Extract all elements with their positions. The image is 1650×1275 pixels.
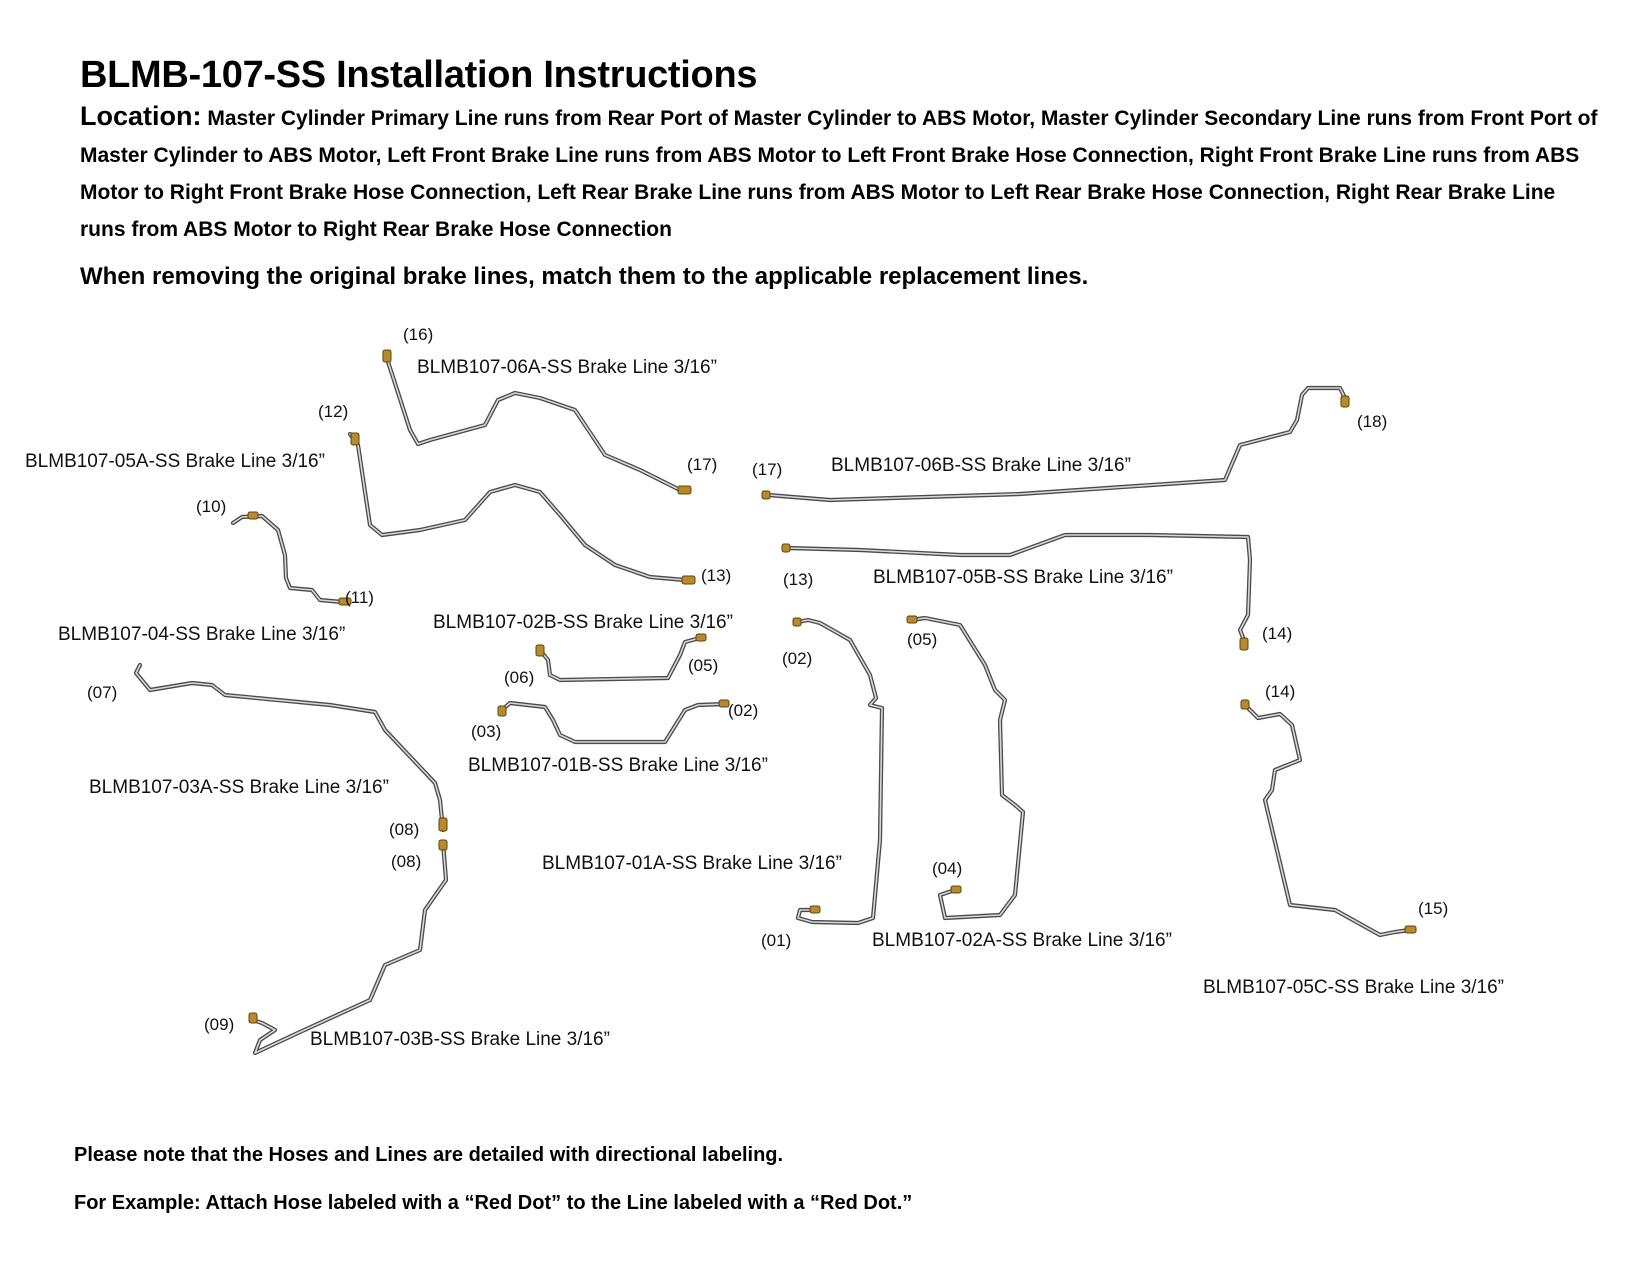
part-label-06A: BLMB107-06A-SS Brake Line 3/16” [417, 357, 717, 378]
port-label-02b: (02) [782, 649, 813, 668]
part-label-06B: BLMB107-06B-SS Brake Line 3/16” [831, 455, 1131, 476]
port-label-12: (12) [318, 402, 349, 421]
port-label-18: (18) [1357, 412, 1388, 431]
matching-instruction: When removing the original brake lines, match them to the applicable replacement lines. [80, 263, 1089, 290]
part-label-03B: BLMB107-03B-SS Brake Line 3/16” [310, 1029, 610, 1050]
brake-line-05B [782, 535, 1250, 650]
brake-line-05A [350, 433, 695, 584]
part-label-02A: BLMB107-02A-SS Brake Line 3/16” [872, 930, 1172, 951]
port-label-11: (11) [345, 588, 374, 607]
brake-line-05C [1241, 700, 1416, 935]
port-label-17b: (17) [752, 460, 783, 479]
brake-line-03B [249, 840, 447, 1053]
red-dot-example-note: For Example: Attach Hose labeled with a “Red Dot” to the Line labeled with a “Red Dot.” [74, 1192, 913, 1214]
part-label-05B: BLMB107-05B-SS Brake Line 3/16” [873, 567, 1173, 588]
port-label-14b: (14) [1265, 682, 1296, 701]
port-label-08a: (08) [389, 820, 420, 839]
brake-line-06B [762, 388, 1349, 500]
part-label-05A: BLMB107-05A-SS Brake Line 3/16” [25, 451, 325, 472]
port-label-16: (16) [403, 325, 434, 344]
brake-line-02B [536, 634, 706, 680]
brake-line-02A [907, 616, 1023, 918]
port-label-02a: (02) [728, 701, 759, 720]
port-label-06: (06) [504, 668, 535, 687]
port-label-09: (09) [204, 1015, 235, 1034]
port-label-07: (07) [87, 683, 118, 702]
part-label-04: BLMB107-04-SS Brake Line 3/16” [58, 624, 346, 645]
part-label-01B: BLMB107-01B-SS Brake Line 3/16” [468, 755, 768, 776]
brake-line-03A [136, 665, 447, 831]
location-text: Master Cylinder Primary Line runs from Rear Port of Master Cylinder to ABS Motor, Master Cylinder Secondary Line runs from Front Port of Master Cylinder to ABS Motor, Left Front Brake Line runs from ABS Motor to Left Front Brake Hose Connection, Right Front Brake Line runs from ABS Motor to Right Front Brake Hose Connection, Left Rear Brake Line runs from ABS Motor to Left Rear Brake Hose Connection, Right Rear Brake Line runs from ABS Motor to Right Rear Brake Hose Connection [80, 107, 1598, 241]
part-label-05C: BLMB107-05C-SS Brake Line 3/16” [1203, 977, 1504, 998]
directional-labeling-note: Please note that the Hoses and Lines are detailed with directional labeling. [74, 1144, 784, 1166]
location-label: Location: [80, 101, 202, 131]
port-label-13a: (13) [701, 566, 732, 585]
port-label-15: (15) [1418, 899, 1449, 918]
part-label-03A: BLMB107-03A-SS Brake Line 3/16” [89, 777, 389, 798]
port-label-05a: (05) [688, 656, 719, 675]
brake-line-01B [498, 700, 729, 742]
port-label-08b: (08) [391, 852, 422, 871]
part-label-02B: BLMB107-02B-SS Brake Line 3/16” [433, 612, 733, 633]
port-label-03: (03) [471, 722, 502, 741]
port-label-13b: (13) [783, 570, 814, 589]
part-label-01A: BLMB107-01A-SS Brake Line 3/16” [542, 853, 842, 874]
page-title: BLMB-107-SS Installation Instructions [80, 54, 758, 96]
port-label-04: (04) [932, 859, 963, 878]
port-label-10: (10) [196, 497, 227, 516]
port-label-01: (01) [761, 931, 792, 950]
port-label-14a: (14) [1262, 624, 1293, 643]
brake-line-04 [233, 512, 351, 605]
port-label-05b: (05) [907, 630, 938, 649]
port-label-17a: (17) [687, 455, 718, 474]
